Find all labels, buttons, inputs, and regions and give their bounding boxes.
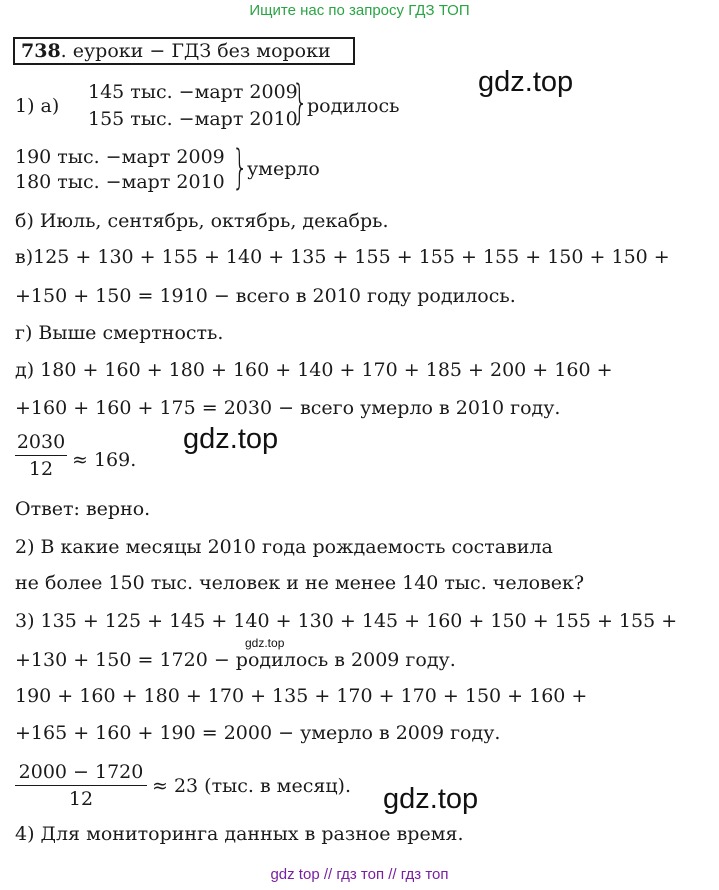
task-title-text: . еуроки − ГДЗ без мороки: [60, 40, 331, 62]
deaths-march-2010: 180 тыс. −март 2010: [15, 171, 225, 193]
births-march-2009: 145 тыс. −март 2009: [88, 81, 298, 103]
fraction-bar: [15, 785, 147, 786]
part1d-line2: +160 + 160 + 175 = 2030 − всего умерло в 2010 году.: [15, 397, 561, 419]
watermark: gdz.top: [183, 423, 279, 455]
deaths-march-2009: 190 тыс. −март 2009: [15, 146, 225, 168]
footer-links[interactable]: gdz top // гдз топ // гдз топ: [270, 866, 449, 883]
watermark: gdz.top: [383, 783, 479, 815]
fraction-numerator: 2030: [16, 431, 66, 453]
fraction-result: ≈ 169.: [72, 449, 137, 471]
births-label: родилось: [307, 95, 400, 117]
fraction-bar: [15, 455, 67, 456]
part3-line1: 3) 135 + 125 + 145 + 140 + 130 + 145 + 160 + 150 + 155 + 155 +: [15, 610, 678, 632]
part1-prefix: 1) а): [15, 95, 60, 117]
part1b-text: б) Июль, сентябрь, октябрь, декабрь.: [15, 210, 389, 232]
deaths-label: умерло: [247, 158, 320, 180]
watermark-small: gdz.top: [245, 636, 285, 650]
task-title: [13, 37, 355, 65]
fraction-2030-12: [15, 430, 67, 481]
brace-births: }: [292, 75, 309, 129]
task-number: 738: [21, 40, 61, 62]
watermark: gdz.top: [478, 66, 574, 98]
top-banner[interactable]: Ищите нас по запросу ГДЗ ТОП: [249, 2, 470, 19]
fraction-numerator: 2000 − 1720: [18, 761, 144, 783]
part1v-line1: в)125 + 130 + 155 + 140 + 135 + 155 + 155 + 155 + 150 + 150 +: [15, 246, 670, 268]
answer-text: Ответ: верно.: [15, 498, 151, 520]
fraction-denominator: 12: [28, 458, 54, 480]
part3-line2: +130 + 150 = 1720 − родилось в 2009 году.: [15, 649, 456, 671]
fraction-result: ≈ 23 (тыс. в месяц).: [152, 775, 351, 797]
part1v-line2: +150 + 150 = 1910 − всего в 2010 году родилось.: [15, 285, 516, 307]
births-march-2010: 155 тыс. −март 2010: [88, 108, 298, 130]
part2-line1: 2) В какие месяцы 2010 года рождаемость составила: [15, 536, 553, 558]
part3-line4: +165 + 160 + 190 = 2000 − умерло в 2009 году.: [15, 722, 501, 744]
part1d-line1: д) 180 + 160 + 180 + 160 + 140 + 170 + 185 + 200 + 160 +: [15, 359, 613, 381]
fraction-denominator: 12: [68, 788, 94, 810]
part2-line2: не более 150 тыс. человек и не менее 140 тыс. человек?: [15, 572, 585, 594]
brace-deaths: }: [232, 140, 249, 194]
fraction-2000-1720: [15, 760, 147, 811]
part3-line3: 190 + 160 + 180 + 170 + 135 + 170 + 170 + 150 + 160 +: [15, 685, 588, 707]
part4-text: 4) Для мониторинга данных в разное время.: [15, 823, 464, 845]
part1g-text: г) Выше смертность.: [15, 322, 224, 344]
